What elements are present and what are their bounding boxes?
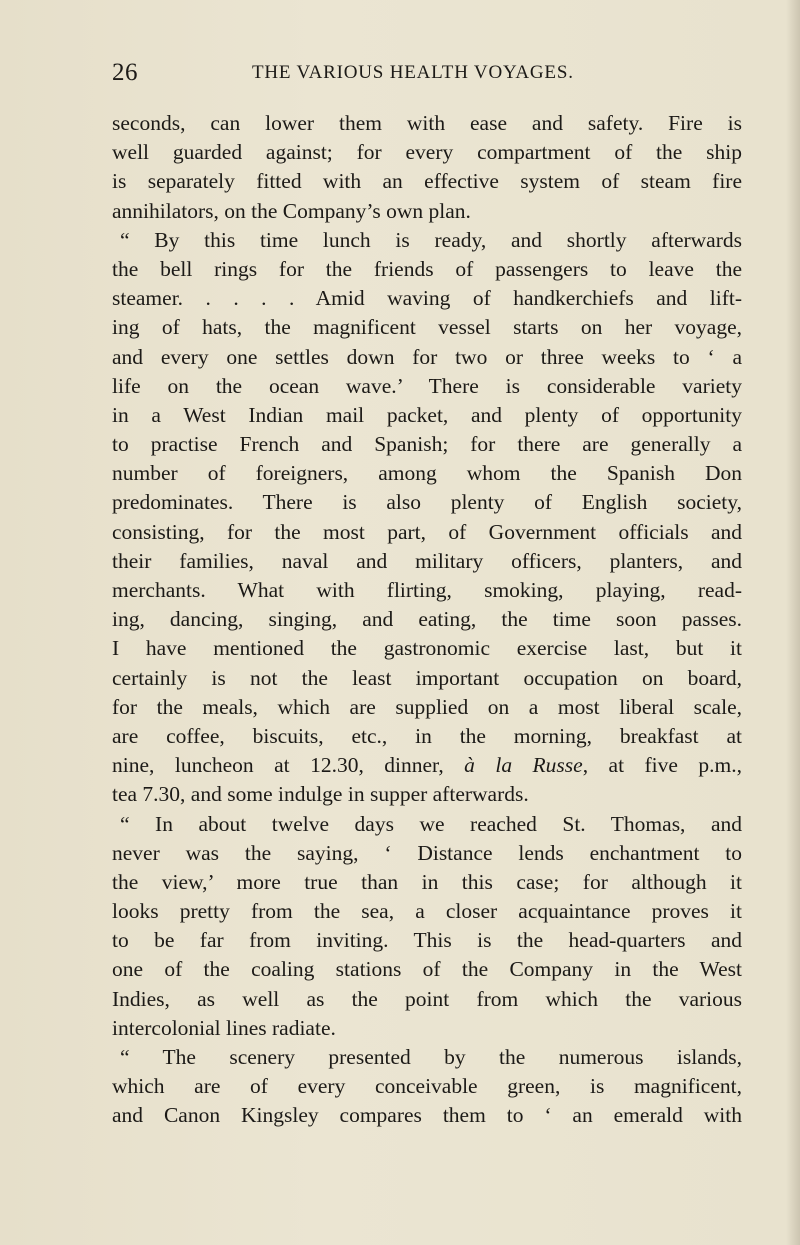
text-line: I have mentioned the gastronomic exercise last, but it <box>112 636 742 661</box>
text-line: merchants. What with flirting, smoking, playing, read- <box>112 578 742 602</box>
text-line: never was the saying, ‘ Distance lends enchantment to <box>112 840 742 865</box>
text-line: steamer. . . . . Amid waving of handkerchiefs and lift- <box>112 286 742 311</box>
text-line: Indies, as well as the point from which the various <box>112 986 742 1011</box>
text-line: are coffee, biscuits, etc., in the morning, breakfast at <box>112 723 742 748</box>
page-header <box>112 58 742 88</box>
text-line: consisting, for the most part, of Government officials and <box>112 519 742 544</box>
text-line: to be far from inviting. This is the head-quarters and <box>112 928 742 953</box>
text-line: well guarded against; for every compartment of the ship <box>112 140 742 165</box>
page-number: 26 <box>112 59 138 86</box>
text-line: looks pretty from the sea, a closer acquaintance proves it <box>112 899 742 924</box>
text-line: predominates. There is also plenty of English society, <box>112 490 742 515</box>
text-line: intercolonial lines radiate. <box>112 1015 336 1040</box>
text-line: in a West Indian mail packet, and plenty of opportunity <box>112 402 742 427</box>
italic-phrase: à la Russe <box>464 753 583 778</box>
text-line: and Canon Kingsley compares them to ‘ an emerald with <box>112 1103 742 1128</box>
text-line: the view,’ more true than in this case; for although it <box>112 869 742 894</box>
text-line: seconds, can lower them with ease and safety. Fire is <box>112 111 742 135</box>
text-line: “ The scenery presented by the numerous islands, <box>120 1045 742 1069</box>
text-line: ing of hats, the magnificent vessel starts on her voyage, <box>112 315 742 340</box>
text-line: which are of every conceivable green, is magnificent, <box>112 1074 742 1099</box>
text-line: ing, dancing, singing, and eating, the time soon passes. <box>112 607 742 632</box>
text-line: one of the coaling stations of the Company in the West <box>112 957 742 982</box>
text-line: to practise French and Spanish; for there are generally a <box>112 432 742 457</box>
text-line: is separately fitted with an effective system of steam fire <box>112 169 742 194</box>
text-line: their families, naval and military officers, planters, and <box>112 548 742 573</box>
text-line: certainly is not the least important occupation on board, <box>112 665 742 690</box>
text-line: life on the ocean wave.’ There is considerable variety <box>112 373 742 398</box>
text-line: tea 7.30, and some indulge in supper afterwards. <box>112 782 529 807</box>
text-line: for the meals, which are supplied on a most liberal scale, <box>112 694 742 719</box>
body-text <box>112 109 742 1131</box>
running-title: THE VARIOUS HEALTH VOYAGES. <box>252 62 574 83</box>
page-edge-shadow <box>786 0 800 1245</box>
text-line: nine, luncheon at 12.30, dinner, à la Russe, at five p.m., <box>112 753 742 778</box>
text-line: “ In about twelve days we reached St. Thomas, and <box>120 811 742 836</box>
text-line: number of foreigners, among whom the Spanish Don <box>112 461 742 486</box>
text-line: and every one settles down for two or three weeks to ‘ a <box>112 344 742 369</box>
text-line: the bell rings for the friends of passengers to leave the <box>112 256 742 281</box>
text-line: annihilators, on the Company’s own plan. <box>112 198 471 223</box>
text-line: “ By this time lunch is ready, and shortly afterwards <box>120 227 742 252</box>
